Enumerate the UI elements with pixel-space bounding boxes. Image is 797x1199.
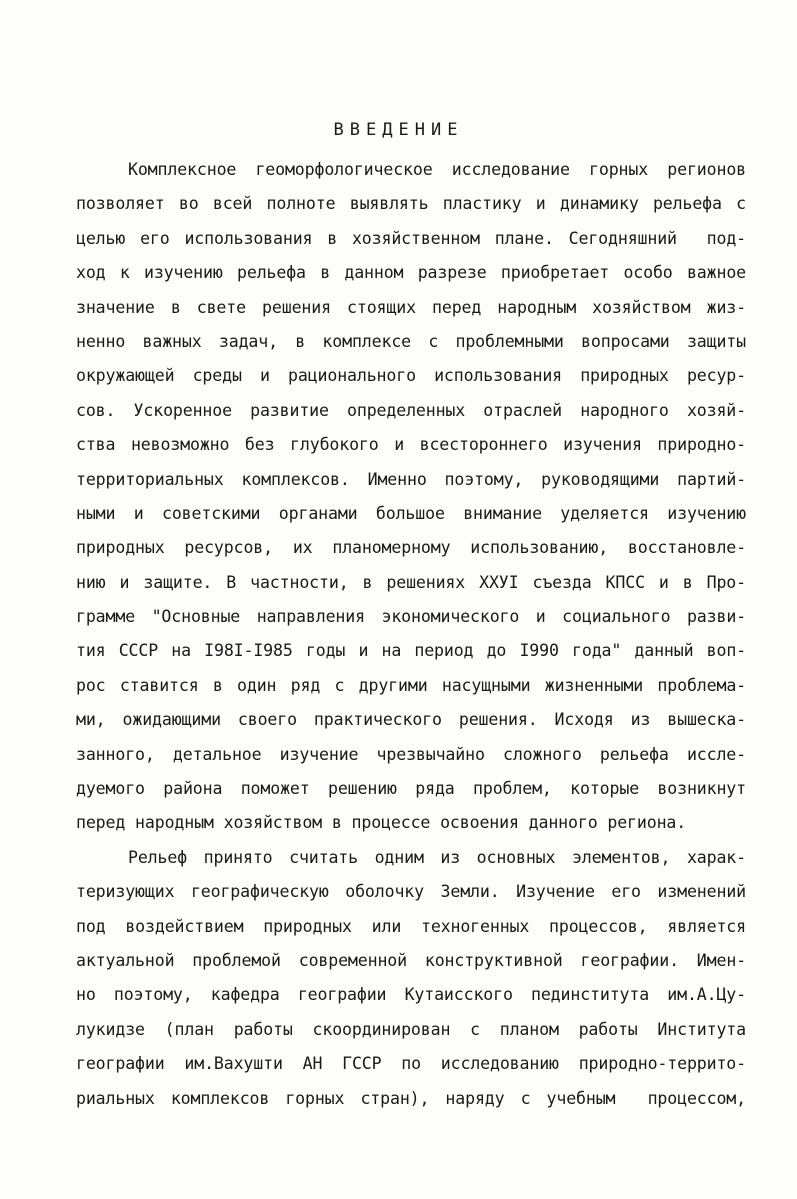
- text-line: актуальной проблемой современной конструктивной географии. Имен-: [76, 950, 746, 970]
- text-line: Рельеф принято считать одним из основных элементов, харак-: [128, 847, 746, 867]
- text-line: перед народным хозяйством в процессе освоения данного региона.: [76, 813, 687, 833]
- text-line: тия СССР на I98I-I985 годы и на период до I990 года" данный воп-: [76, 641, 746, 661]
- text-line: целью его использования в хозяйственном плане. Сегодняшний под-: [76, 228, 746, 248]
- text-line: окружающей среды и рационального использования природных ресур-: [76, 366, 746, 386]
- text-line: рос ставится в один ряд с другими насущными жизненными проблема-: [76, 675, 746, 695]
- text-line: территориальных комплексов. Именно поэтому, руководящими партий-: [76, 469, 746, 489]
- text-line: но поэтому, кафедра географии Кутаисского пединститута им.А.Цу-: [76, 985, 746, 1005]
- text-line: риальных комплексов горных стран), наряду с учебным процессом,: [76, 1088, 746, 1108]
- text-line: теризующих географическую оболочку Земли. Изучение его изменений: [76, 882, 746, 902]
- text-line: Комплексное геоморфологическое исследование горных регионов: [128, 160, 746, 179]
- text-line: ненно важных задач, в комплексе с проблемными вопросами защиты: [76, 331, 746, 351]
- text-line: занного, детальное изучение чрезвычайно сложного рельефа иссле-: [76, 744, 746, 764]
- text-line: ми, ожидающими своего практического решения. Исходя из вышеска-: [76, 710, 746, 730]
- text-line: ства невозможно без глубокого и всестороннего изучения природно-: [76, 435, 746, 455]
- page-heading: ВВЕДЕНИЕ: [333, 120, 464, 140]
- text-line: природных ресурсов, их планомерному использованию, восстановле-: [76, 538, 746, 558]
- text-line: дуемого района поможет решению ряда проблем, которые возникнут: [76, 779, 746, 799]
- text-line: нию и защите. В частности, в решениях ХХУI съезда КПСС и в Про-: [76, 572, 746, 592]
- text-line: под воздействием природных или техногенных процессов, является: [76, 916, 746, 936]
- text-line: географии им.Вахушти АН ГССР по исследованию природно-террито-: [76, 1054, 746, 1074]
- text-line: лукидзе (план работы скоординирован с планом работы Института: [76, 1019, 746, 1039]
- text-line: позволяет во всей полноте выявлять пластику и динамику рельефа с: [76, 194, 746, 214]
- body-text: [76, 153, 746, 1116]
- text-line: ными и советскими органами большое внимание уделяется изучению: [76, 503, 746, 523]
- text-line: ход к изучению рельефа в данном разрезе приобретает особо важное: [76, 263, 746, 283]
- text-line: значение в свете решения стоящих перед народным хозяйством жиз-: [76, 297, 746, 317]
- paragraph-1: [76, 153, 746, 841]
- text-line: сов. Ускоренное развитие определенных отраслей народного хозяй-: [76, 400, 746, 420]
- paragraph-2: [76, 841, 746, 1116]
- text-line: грамме "Основные направления экономического и социального разви-: [76, 607, 746, 627]
